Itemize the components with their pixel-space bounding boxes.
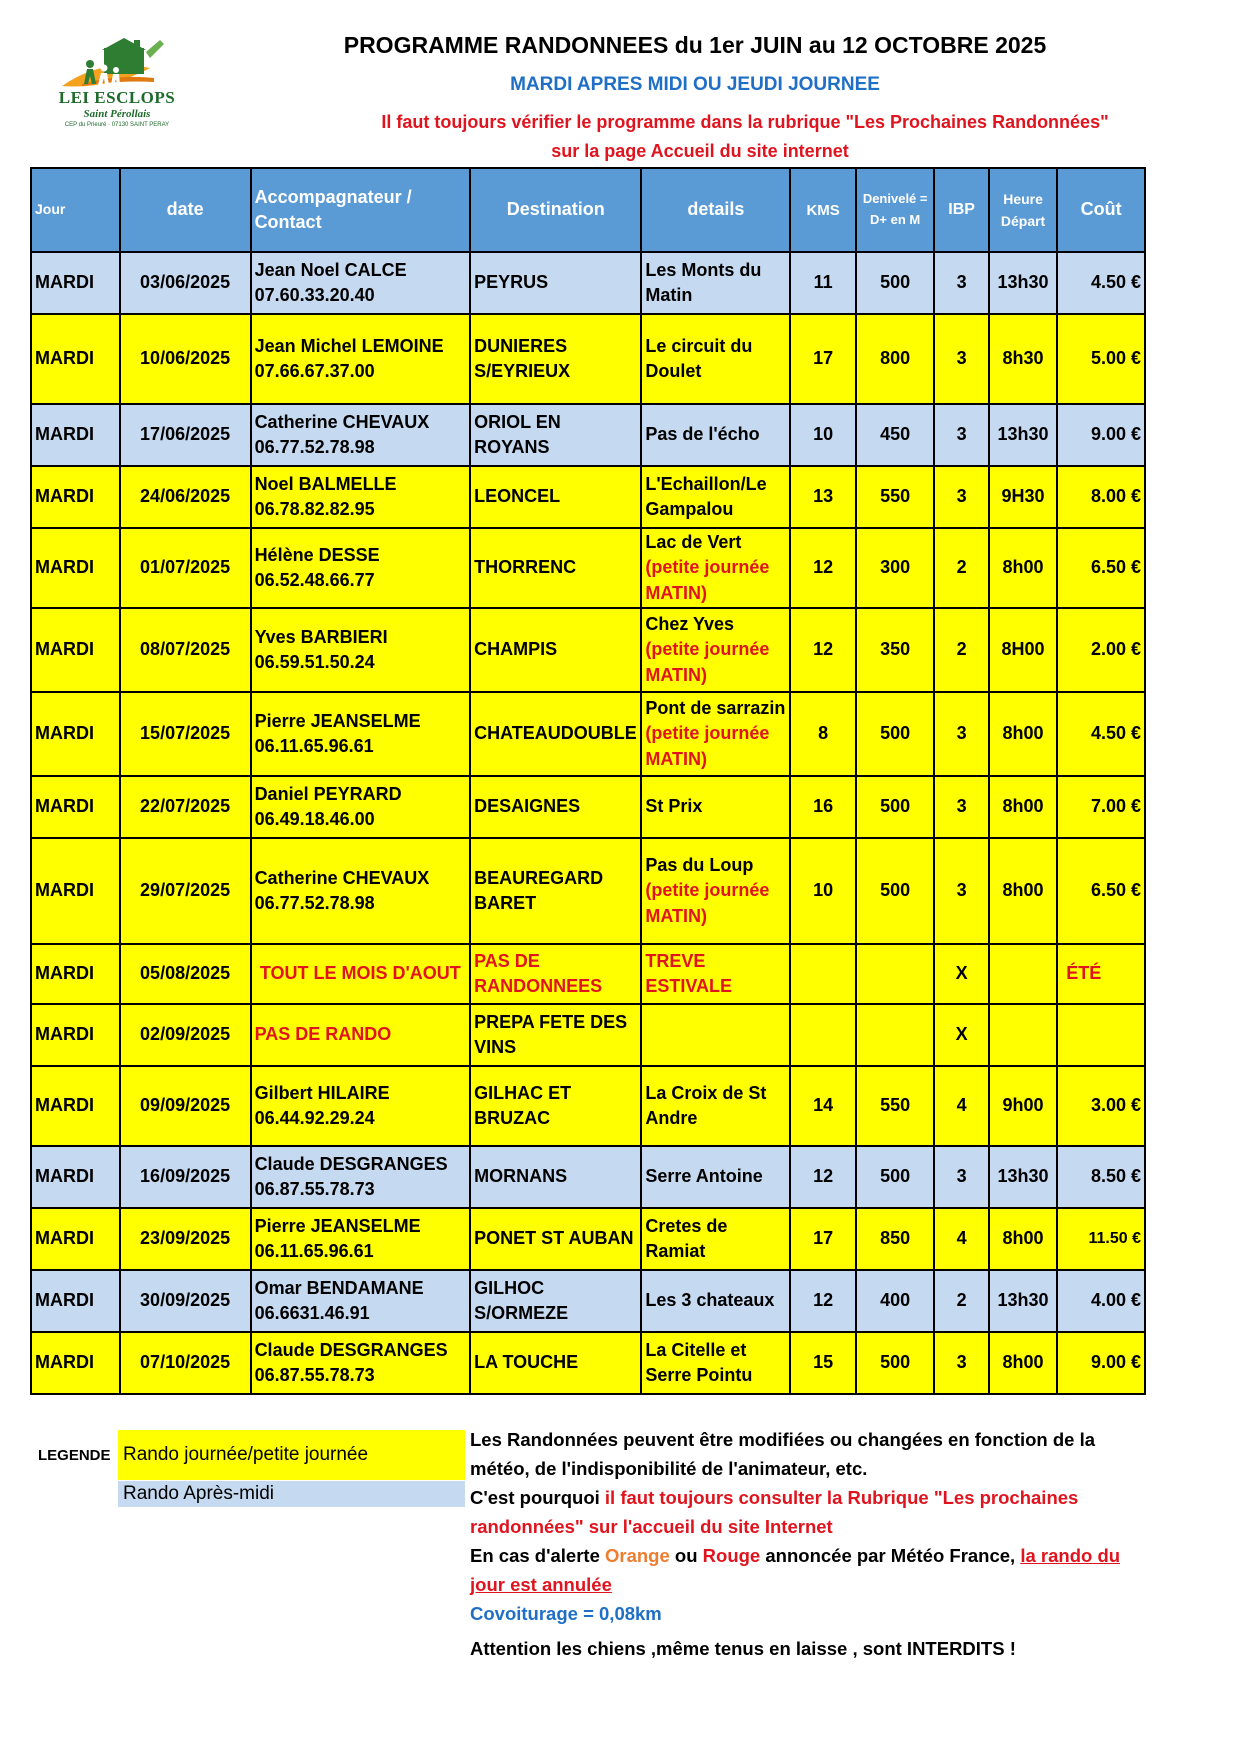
cell-date: 30/09/2025 [120, 1270, 251, 1332]
table-row [31, 1066, 1145, 1146]
cell-contact [251, 314, 471, 404]
cell-contact: TOUT LE MOIS D'AOUT [251, 944, 471, 1004]
cell-ibp: 3 [934, 466, 988, 528]
cell-jour: MARDI [31, 314, 120, 404]
cell-cout: 9.00 € [1057, 404, 1145, 466]
guide-name: Jean Michel LEMOINE [254, 335, 444, 356]
guide-name: Claude DESGRANGES [254, 1153, 448, 1174]
page-title: PROGRAMME RANDONNEES du 1er JUIN au 12 OCTOBRE 2025 [343, 32, 1047, 58]
guide-name: Gilbert HILAIRE [254, 1082, 390, 1103]
cell-ibp: 3 [934, 404, 988, 466]
cell-kms: 12 [790, 1146, 855, 1208]
cell-ibp: 4 [934, 1208, 988, 1270]
cell-kms: 16 [790, 776, 855, 838]
header-heure-line1: Heure [1003, 190, 1043, 207]
cell-kms [790, 944, 855, 1004]
cell-date: 05/08/2025 [120, 944, 251, 1004]
cell-denivele: 500 [856, 776, 935, 838]
cell-destination: PEYRUS [470, 252, 641, 314]
cell-date: 23/09/2025 [120, 1208, 251, 1270]
note-consult-prefix: C'est pourquoi [470, 1487, 605, 1508]
note-dogs: Attention les chiens ,même tenus en laisse , sont INTERDITS ! [470, 1638, 1016, 1659]
cell-contact [251, 528, 471, 608]
cell-heure: 8h00 [989, 776, 1057, 838]
cell-date: 07/10/2025 [120, 1332, 251, 1394]
cell-jour: MARDI [31, 252, 120, 314]
table-row [31, 466, 1145, 528]
cell-cout: 2.00 € [1057, 608, 1145, 692]
cell-ibp: 2 [934, 528, 988, 608]
cell-cout: 5.00 € [1057, 314, 1145, 404]
header-den-line2: D+ en M [870, 212, 921, 227]
cell-cout: 8.50 € [1057, 1146, 1145, 1208]
cell-kms: 8 [790, 692, 855, 776]
cell-heure: 8h00 [989, 692, 1057, 776]
cell-details [641, 528, 790, 608]
header-details: details [641, 168, 790, 252]
cell-cout: 9.00 € [1057, 1332, 1145, 1394]
club-logo [42, 38, 192, 134]
note-weather-orange: Orange [605, 1545, 670, 1566]
cell-destination: PREPA FETE DES VINS [470, 1004, 641, 1066]
logo-name: LEI ESCLOPS [58, 88, 176, 107]
cell-details: La Croix de St Andre [641, 1066, 790, 1146]
cell-kms: 12 [790, 608, 855, 692]
notice-line-1: Il faut toujours vérifier le programme dans la rubrique "Les Prochaines Randonnées" [381, 112, 1109, 132]
header-date: date [120, 168, 251, 252]
cell-heure: 8h00 [989, 838, 1057, 944]
cell-contact [251, 466, 471, 528]
guide-name: Pierre JEANSELME [254, 710, 421, 731]
legend-afternoon-swatch: Rando Après-midi [118, 1481, 465, 1507]
cell-destination: LA TOUCHE [470, 1332, 641, 1394]
cell-denivele: 500 [856, 252, 935, 314]
cell-cout [1057, 1004, 1145, 1066]
cell-heure [989, 1004, 1057, 1066]
notes-block [470, 1425, 1130, 1663]
table-row [31, 1332, 1145, 1394]
cell-heure: 13h30 [989, 404, 1057, 466]
cell-jour: MARDI [31, 838, 120, 944]
table-row [31, 1146, 1145, 1208]
cell-kms [790, 1004, 855, 1066]
legend-label: LEGENDE [38, 1447, 111, 1464]
header-heure-line2: Départ [1000, 213, 1046, 229]
cell-heure: 13h30 [989, 1270, 1057, 1332]
note-weather-cancel: la rando du jour est annulée [470, 1545, 1121, 1595]
cell-heure: 13h30 [989, 252, 1057, 314]
note-weather-red: Rouge [702, 1545, 761, 1566]
cell-contact [251, 1066, 471, 1146]
cell-contact [251, 1146, 471, 1208]
guide-phone: 06.59.51.50.24 [254, 652, 375, 672]
cell-details: Pas de l'écho [641, 404, 790, 466]
cell-cout: 4.00 € [1057, 1270, 1145, 1332]
cell-date: 10/06/2025 [120, 314, 251, 404]
table-row [31, 404, 1145, 466]
cell-date: 03/06/2025 [120, 252, 251, 314]
cell-jour: MARDI [31, 1332, 120, 1394]
cell-denivele: 500 [856, 1146, 935, 1208]
guide-name: Noel BALMELLE [254, 473, 397, 494]
cell-denivele: 350 [856, 608, 935, 692]
cell-denivele: 400 [856, 1270, 935, 1332]
details-title: Pont de sarrazin [645, 698, 786, 719]
cell-heure: 9h00 [989, 1066, 1057, 1146]
table-row [31, 1270, 1145, 1332]
cell-details [641, 838, 790, 944]
cell-cout: 4.50 € [1057, 252, 1145, 314]
note-carpool: Covoiturage = 0,08km [470, 1603, 662, 1624]
guide-phone: 06.6631.46.91 [254, 1303, 370, 1323]
details-note: (petite journée MATIN) [645, 880, 770, 926]
table-row [31, 1004, 1145, 1066]
cell-denivele: 500 [856, 692, 935, 776]
cell-contact: PAS DE RANDO [251, 1004, 471, 1066]
table-row [31, 528, 1145, 608]
header-acc-line1: Accompagnateur / [254, 186, 412, 207]
cell-ibp: 3 [934, 314, 988, 404]
cell-contact [251, 1332, 471, 1394]
cell-date: 01/07/2025 [120, 528, 251, 608]
cell-kms: 14 [790, 1066, 855, 1146]
guide-name: Omar BENDAMANE [254, 1277, 424, 1298]
note-modification: Les Randonnées peuvent être modifiées ou changées en fonction de la météo, de l'indisponibilité de l'animateur, etc. [470, 1429, 1096, 1479]
cell-cout: 11.50 € [1057, 1208, 1145, 1270]
cell-jour: MARDI [31, 776, 120, 838]
cell-date: 02/09/2025 [120, 1004, 251, 1066]
cell-kms: 11 [790, 252, 855, 314]
note-weather [470, 1541, 1130, 1599]
guide-phone: 06.44.92.29.24 [254, 1108, 375, 1128]
cell-heure: 8H00 [989, 608, 1057, 692]
cell-destination: DUNIERES S/EYRIEUX [470, 314, 641, 404]
cell-details: L'Echaillon/Le Gampalou [641, 466, 790, 528]
cell-heure [989, 944, 1057, 1004]
guide-phone: 06.87.55.78.73 [254, 1365, 375, 1385]
notice-line-2: sur la page Accueil du site internet [551, 141, 849, 161]
header-acc-line2: Contact [254, 212, 322, 232]
cell-destination: GILHAC ET BRUZAC [470, 1066, 641, 1146]
cell-denivele: 550 [856, 1066, 935, 1146]
cell-jour: MARDI [31, 692, 120, 776]
table-row [31, 776, 1145, 838]
cell-heure: 9H30 [989, 466, 1057, 528]
cell-cout: 4.50 € [1057, 692, 1145, 776]
cell-details: St Prix [641, 776, 790, 838]
cell-details: Serre Antoine [641, 1146, 790, 1208]
cell-kms: 12 [790, 528, 855, 608]
cell-ibp: 3 [934, 692, 988, 776]
cell-cout: 7.00 € [1057, 776, 1145, 838]
cell-kms: 17 [790, 1208, 855, 1270]
cell-destination: PAS DE RANDONNEES [470, 944, 641, 1004]
cell-contact [251, 838, 471, 944]
cell-cout: 6.50 € [1057, 838, 1145, 944]
cell-denivele [856, 944, 935, 1004]
table-row [31, 314, 1145, 404]
header-jour: Jour [31, 168, 120, 252]
header-den-line1: Denivelé = [862, 191, 928, 207]
cell-kms: 13 [790, 466, 855, 528]
details-title: Pas du Loup [645, 855, 754, 876]
cell-date: 24/06/2025 [120, 466, 251, 528]
cell-destination: GILHOC S/ORMEZE [470, 1270, 641, 1332]
cell-ibp: 3 [934, 1146, 988, 1208]
cell-date: 09/09/2025 [120, 1066, 251, 1146]
cell-jour: MARDI [31, 608, 120, 692]
cell-destination: CHAMPIS [470, 608, 641, 692]
guide-name: Catherine CHEVAUX [254, 867, 430, 888]
header-cout: Coût [1057, 168, 1145, 252]
cell-jour: MARDI [31, 1208, 120, 1270]
guide-phone: 07.66.67.37.00 [254, 361, 375, 381]
logo-subtitle: Saint Pérollais [83, 108, 151, 120]
cell-cout: 6.50 € [1057, 528, 1145, 608]
cell-details: Le circuit du Doulet [641, 314, 790, 404]
cell-heure: 8h30 [989, 314, 1057, 404]
cell-destination: ORIOL EN ROYANS [470, 404, 641, 466]
cell-details: Cretes de Ramiat [641, 1208, 790, 1270]
guide-name: Pierre JEANSELME [254, 1215, 421, 1236]
cell-jour: MARDI [31, 466, 120, 528]
program-table [30, 167, 1146, 1395]
cell-date: 17/06/2025 [120, 404, 251, 466]
cell-date: 16/09/2025 [120, 1146, 251, 1208]
cell-kms: 10 [790, 838, 855, 944]
cell-ibp: 2 [934, 1270, 988, 1332]
cell-jour: MARDI [31, 1004, 120, 1066]
cell-jour: MARDI [31, 1066, 120, 1146]
table-header-row [31, 168, 1145, 252]
cell-destination: CHATEAUDOUBLE [470, 692, 641, 776]
cell-destination: BEAUREGARD BARET [470, 838, 641, 944]
cell-jour: MARDI [31, 1146, 120, 1208]
header-denivele [856, 168, 935, 252]
details-note: (petite journée MATIN) [645, 639, 770, 685]
cell-denivele: 300 [856, 528, 935, 608]
guide-name: Yves BARBIERI [254, 626, 388, 647]
cell-contact [251, 608, 471, 692]
header-heure [989, 168, 1057, 252]
cell-contact [251, 776, 471, 838]
table-row [31, 252, 1145, 314]
header-ibp: IBP [934, 168, 988, 252]
guide-phone: 07.60.33.20.40 [254, 285, 375, 305]
cell-destination: PONET ST AUBAN [470, 1208, 641, 1270]
cell-destination: THORRENC [470, 528, 641, 608]
cell-ibp: 3 [934, 252, 988, 314]
cell-date: 15/07/2025 [120, 692, 251, 776]
cell-date: 29/07/2025 [120, 838, 251, 944]
table-row [31, 944, 1145, 1004]
cell-kms: 12 [790, 1270, 855, 1332]
cell-denivele [856, 1004, 935, 1066]
note-consult-highlight: il faut toujours consulter la Rubrique "Les prochaines randonnées" sur l'accueil du site Internet [470, 1487, 1079, 1537]
cell-denivele: 500 [856, 838, 935, 944]
table-row [31, 838, 1145, 944]
cell-contact [251, 404, 471, 466]
table-row [31, 608, 1145, 692]
cell-denivele: 450 [856, 404, 935, 466]
guide-name: Claude DESGRANGES [254, 1339, 448, 1360]
cell-ibp: X [934, 1004, 988, 1066]
cell-contact [251, 692, 471, 776]
cell-details [641, 692, 790, 776]
note-weather-part2: ou [669, 1545, 703, 1566]
guide-name: Daniel PEYRARD [254, 783, 402, 804]
guide-phone: 06.77.52.78.98 [254, 437, 375, 457]
cell-destination: DESAIGNES [470, 776, 641, 838]
cell-details [641, 1004, 790, 1066]
guide-phone: 06.11.65.96.61 [254, 1241, 374, 1261]
cell-kms: 10 [790, 404, 855, 466]
cell-details [641, 608, 790, 692]
header-kms: KMS [790, 168, 855, 252]
cell-denivele: 550 [856, 466, 935, 528]
cell-heure: 8h00 [989, 528, 1057, 608]
cell-destination: LEONCEL [470, 466, 641, 528]
cell-jour: MARDI [31, 404, 120, 466]
note-consult [470, 1483, 1130, 1541]
cell-heure: 13h30 [989, 1146, 1057, 1208]
note-weather-part1: En cas d'alerte [470, 1545, 605, 1566]
cell-denivele: 850 [856, 1208, 935, 1270]
cell-details: TREVE ESTIVALE [641, 944, 790, 1004]
cell-heure: 8h00 [989, 1208, 1057, 1270]
cell-details: La Citelle et Serre Pointu [641, 1332, 790, 1394]
cell-details: Les 3 chateaux [641, 1270, 790, 1332]
cell-cout: 8.00 € [1057, 466, 1145, 528]
cell-contact [251, 252, 471, 314]
guide-phone: 06.52.48.66.77 [254, 570, 375, 590]
guide-phone: 06.11.65.96.61 [254, 736, 374, 756]
hikers-logo-icon [42, 38, 192, 94]
cell-date: 22/07/2025 [120, 776, 251, 838]
cell-denivele: 500 [856, 1332, 935, 1394]
cell-date: 08/07/2025 [120, 608, 251, 692]
header-destination: Destination [470, 168, 641, 252]
guide-name: Hélène DESSE [254, 544, 380, 565]
cell-cout: 3.00 € [1057, 1066, 1145, 1146]
note-weather-part3: annoncée par Météo France, [760, 1545, 1021, 1566]
details-note: (petite journée MATIN) [645, 557, 770, 603]
details-title: Lac de Vert [645, 532, 742, 553]
cell-details: Les Monts du Matin [641, 252, 790, 314]
guide-phone: 06.49.18.46.00 [254, 809, 375, 829]
cell-ibp: 3 [934, 1332, 988, 1394]
guide-name: Jean Noel CALCE [254, 259, 407, 280]
cell-kms: 15 [790, 1332, 855, 1394]
cell-jour: MARDI [31, 944, 120, 1004]
cell-kms: 17 [790, 314, 855, 404]
cell-cout: ÉTÉ [1057, 944, 1145, 1004]
cell-ibp: 4 [934, 1066, 988, 1146]
cell-ibp: 2 [934, 608, 988, 692]
cell-ibp: X [934, 944, 988, 1004]
page-subtitle: MARDI APRES MIDI OU JEUDI JOURNEE [510, 74, 880, 95]
guide-phone: 06.78.82.82.95 [254, 499, 375, 519]
cell-heure: 8h00 [989, 1332, 1057, 1394]
header-accompagnateur [251, 168, 471, 252]
guide-phone: 06.77.52.78.98 [254, 893, 375, 913]
logo-address: CEP du Prieuré · 07130 SAINT PERAY [64, 122, 170, 128]
details-title: Chez Yves [645, 614, 735, 635]
guide-name: Catherine CHEVAUX [254, 411, 430, 432]
cell-jour: MARDI [31, 528, 120, 608]
cell-jour: MARDI [31, 1270, 120, 1332]
cell-contact [251, 1270, 471, 1332]
legend-day-swatch: Rando journée/petite journée [118, 1430, 465, 1480]
cell-ibp: 3 [934, 776, 988, 838]
details-note: (petite journée MATIN) [645, 723, 770, 769]
cell-contact [251, 1208, 471, 1270]
cell-denivele: 800 [856, 314, 935, 404]
cell-ibp: 3 [934, 838, 988, 944]
guide-phone: 06.87.55.78.73 [254, 1179, 375, 1199]
table-row [31, 1208, 1145, 1270]
cell-destination: MORNANS [470, 1146, 641, 1208]
table-row [31, 692, 1145, 776]
